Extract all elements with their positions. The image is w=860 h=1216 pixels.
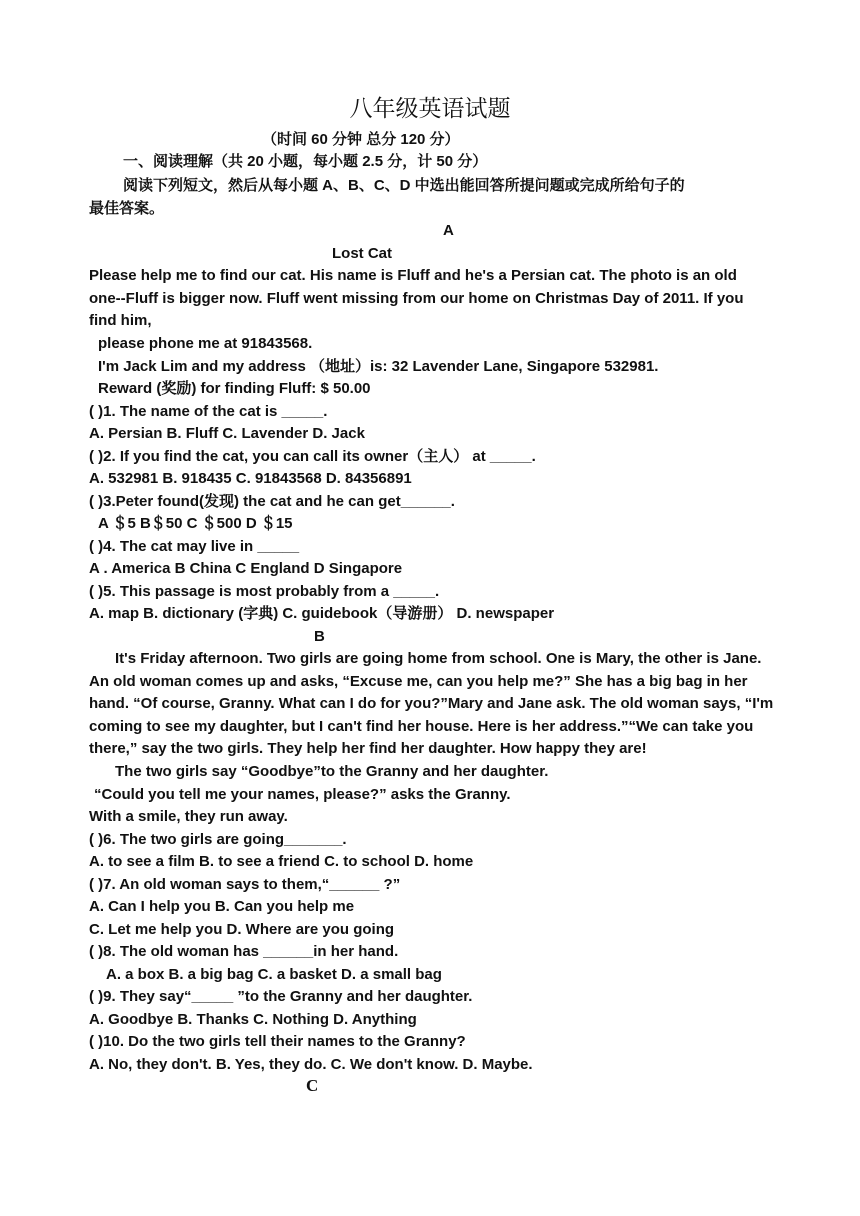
passage-line: An old woman comes up and asks, “Excuse me, can you help me?” She has a big bag in her <box>89 673 748 690</box>
question-line: ( )7. An old woman says to them,“______ ?” <box>89 876 401 893</box>
options-line: C. Let me help you D. Where are you going <box>89 921 395 938</box>
options-line: A. to see a film B. to see a friend C. to school D. home <box>89 853 474 870</box>
passage-line: It's Friday afternoon. Two girls are going home from school. One is Mary, the other is Jane. <box>115 650 762 667</box>
part-heading: 一、阅读理解（共 20 小题，每小题 2.5 分，计 50 分） <box>123 153 488 170</box>
options-line: A. No, they don't. B. Yes, they do. C. We don't know. D. Maybe. <box>89 1056 533 1073</box>
passage-line: “Could you tell me your names, please?” asks the Granny. <box>94 786 511 803</box>
passage-line: I'm Jack Lim and my address （地址）is: 32 Lavender Lane, Singapore 532981. <box>98 358 659 375</box>
options-line: A. 532981 B. 918435 C. 91843568 D. 84356891 <box>89 470 412 487</box>
options-line: A. Persian B. Fluff C. Lavender D. Jack <box>89 425 365 442</box>
instruction-line: 最佳答案。 <box>89 200 165 217</box>
passage-title: Lost Cat <box>332 245 392 262</box>
options-line: A. map B. dictionary (字典) C. guidebook（导游册） D. newspaper <box>89 605 555 622</box>
exam-title <box>0 90 780 123</box>
passage-line: coming to see my daughter, but I can't find her house. Here is her address.”“We can take you <box>89 718 754 735</box>
passage-line: find him, <box>89 312 152 329</box>
passage-line: one--Fluff is bigger now. Fluff went missing from our home on Christmas Day of 2011. If you <box>89 290 744 307</box>
options-line: A. Goodbye B. Thanks C. Nothing D. Anything <box>89 1011 417 1028</box>
question-line: ( )1. The name of the cat is _____. <box>89 403 328 420</box>
question-line: ( )3.Peter found(发现) the cat and he can get______. <box>89 493 455 510</box>
passage-label: A <box>443 222 454 239</box>
question-line: ( )5. This passage is most probably from a _____. <box>89 583 440 600</box>
question-line: ( )4. The cat may live in _____ <box>89 538 300 555</box>
passage-line: there,” say the two girls. They help her find her daughter. How happy they are! <box>89 740 647 757</box>
question-line: ( )8. The old woman has ______in her hand. <box>89 943 399 960</box>
question-line: ( )10. Do the two girls tell their names to the Granny? <box>89 1033 466 1050</box>
exam-title-text: 八年级英语试题 <box>349 96 511 122</box>
question-line: ( )9. They say“_____ ”to the Granny and her daughter. <box>89 988 473 1005</box>
passage-line: Reward (奖励) for finding Fluff: $ 50.00 <box>98 380 371 397</box>
passage-line: Please help me to find our cat. His name is Fluff and he's a Persian cat. The photo is an old <box>89 267 737 284</box>
options-line: A. Can I help you B. Can you help me <box>89 898 355 915</box>
options-line: A ＄5 B＄50 C ＄500 D ＄15 <box>98 515 293 532</box>
passage-line: The two girls say “Goodbye”to the Granny and her daughter. <box>115 763 549 780</box>
exam-subtitle: （时间 60 分钟 总分 120 分） <box>262 131 460 148</box>
question-line: ( )6. The two girls are going_______. <box>89 831 347 848</box>
options-line: A. a box B. a big bag C. a basket D. a small bag <box>106 966 442 983</box>
question-line: ( )2. If you find the cat, you can call its owner（主人） at _____. <box>89 448 536 465</box>
passage-line: please phone me at 91843568. <box>98 335 313 352</box>
instruction-line: 阅读下列短文，然后从每小题 A、B、C、D 中选出能回答所提问题或完成所给句子的 <box>123 177 685 194</box>
passage-label: C <box>306 1076 319 1095</box>
passage-line: hand. “Of course, Granny. What can I do for you?”Mary and Jane ask. The old woman says, “I'm <box>89 695 774 712</box>
options-line: A . America B China C England D Singapore <box>89 560 403 577</box>
passage-label: B <box>314 628 325 645</box>
passage-line: With a smile, they run away. <box>89 808 288 825</box>
